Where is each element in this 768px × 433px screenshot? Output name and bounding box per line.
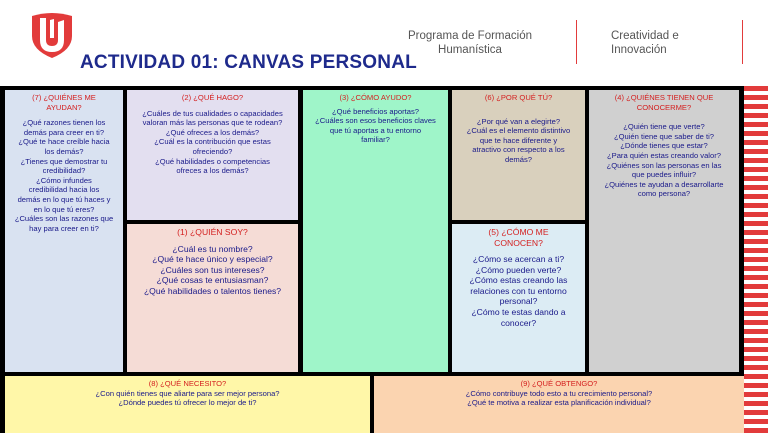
question-line: atractivo con respecto a los [472, 145, 565, 155]
question-line: ¿Para quién estas creando valor? [607, 150, 721, 160]
question-line: credibilidad? [42, 166, 86, 176]
question-line: ¿Quién tiene que verte? [623, 122, 705, 132]
block-questions [131, 109, 294, 176]
question-line: relaciones con tu entorno [470, 285, 567, 296]
block-questions [456, 254, 581, 328]
course-label: Creatividad e Innovación [611, 30, 679, 56]
question-line: hay para creer en ti? [29, 223, 99, 233]
canvas-block-who-am-i [127, 224, 298, 372]
question-line: ¿Cuáles son tus intereses? [160, 264, 265, 275]
block-questions [9, 118, 119, 233]
question-line: ¿Cómo pueden verte? [475, 264, 562, 275]
question-line: ¿Cómo te estas dando a [471, 306, 566, 317]
question-line: ¿Cuáles de tus cualidades o capacidades [142, 108, 283, 118]
question-line: ¿Con quién tienes que aliarte para ser mejor persona? [95, 388, 280, 398]
question-line: personal? [499, 296, 538, 307]
canvas-block-who-helps [5, 90, 123, 372]
question-line: los demás? [44, 146, 84, 156]
question-line: ofreces a los demás? [176, 166, 249, 176]
question-line: demás? [504, 154, 533, 164]
question-line: ¿Quién tiene que saber de ti? [613, 131, 715, 141]
question-line: ¿Cuál es la contribución que estas [154, 137, 271, 147]
question-line: ¿Cuáles son esos beneficios claves [315, 116, 436, 126]
block-heading: (1) ¿QUIÉN SOY? [177, 227, 248, 237]
block-heading: (2) ¿QUÉ HAGO? [181, 93, 244, 102]
question-line: que tú aportas a tu entorno [329, 125, 422, 135]
question-line: ofreciendo? [192, 146, 233, 156]
question-line: valoran más las personas que te rodean? [142, 118, 283, 128]
block-heading: (4) ¿QUIÉNES TIENEN QUE CONOCERME? [614, 93, 714, 112]
question-line: ¿Qué ofreces a los demás? [165, 127, 260, 137]
question-line: ¿Cuáles son las razones que [14, 214, 114, 224]
header-divider [742, 20, 743, 64]
canvas-block-how-i-help [303, 90, 448, 372]
question-line: que te hace diferente y [479, 135, 558, 145]
question-line: demás en lo que tú haces y [17, 194, 111, 204]
block-heading: (3) ¿CÓMO AYUDO? [339, 93, 412, 102]
question-line: ¿Qué cosas te entusiasman? [156, 275, 269, 286]
canvas-block-who-must-know-me [589, 90, 739, 372]
question-line: credibilidad hacia los [28, 185, 100, 195]
canvas-block-what-i-do [127, 90, 298, 220]
header-divider [576, 20, 577, 64]
question-line: ¿Cuál es el elemento distintivo [466, 126, 571, 136]
block-questions [9, 389, 366, 408]
question-line: ¿Dónde puedes tú ofrecer lo mejor de ti? [118, 398, 257, 408]
canvas-block-what-i-need [5, 376, 370, 433]
question-line: ¿Qué te motiva a realizar esta planificación individual? [467, 398, 651, 408]
question-line: ¿Qué habilidades o talentos tienes? [143, 285, 282, 296]
block-heading: (8) ¿QUÉ NECESITO? [148, 379, 227, 388]
canvas-block-what-i-get [374, 376, 744, 433]
question-line: familiar? [361, 135, 390, 145]
question-line: ¿Cómo contribuye todo esto a tu crecimiento personal? [465, 388, 653, 398]
block-questions [593, 122, 735, 199]
block-questions [307, 107, 444, 145]
canvas-board [0, 86, 744, 433]
question-line: ¿Quiénes te ayudan a desarrollarte [604, 179, 724, 189]
question-line: ¿Cuál es tu nombre? [172, 243, 253, 254]
question-line: en lo que tú eres? [33, 204, 95, 214]
question-line: ¿Qué te hace único y especial? [152, 254, 273, 265]
block-heading: (9) ¿QUÉ OBTENGO? [520, 379, 598, 388]
block-heading: (5) ¿CÓMO ME CONOCEN? [488, 227, 549, 248]
question-line: demás para creer en ti? [23, 127, 105, 137]
question-line: ¿Qué razones tienen los [22, 118, 106, 128]
question-line: ¿Cómo se acercan a ti? [472, 254, 565, 264]
block-questions [131, 244, 294, 297]
page-title: ACTIVIDAD 01: CANVAS PERSONAL [80, 52, 417, 73]
university-logo-icon [32, 12, 72, 58]
question-line: ¿Cómo estas creando las [469, 275, 568, 286]
canvas-block-why-you [452, 90, 585, 220]
question-line: ¿Cómo infundes [36, 175, 92, 185]
question-line: ¿Qué beneficios aportas? [332, 106, 419, 116]
decorative-stripes [744, 86, 768, 433]
question-line: como persona? [637, 189, 691, 199]
question-line: que puedes influir? [631, 170, 697, 180]
canvas-block-how-they-know-me [452, 224, 585, 372]
question-line: ¿Por qué van a elegirte? [476, 116, 561, 126]
block-heading: (6) ¿POR QUÉ TÚ? [484, 93, 553, 102]
question-line: ¿Tienes que demostrar tu [20, 156, 108, 166]
question-line: ¿Qué te hace creíble hacia [18, 137, 110, 147]
question-line: ¿Dónde tienes que estar? [620, 141, 708, 151]
question-line: ¿Quiénes son las personas en las [606, 160, 722, 170]
block-questions [456, 117, 581, 165]
block-questions [378, 389, 740, 408]
block-heading: (7) ¿QUIÉNES ME AYUDAN? [32, 93, 96, 112]
question-line: conocer? [500, 317, 537, 328]
question-line: ¿Qué habilidades o competencias [155, 156, 270, 166]
program-label: Programa de Formación Humanística [408, 30, 532, 56]
